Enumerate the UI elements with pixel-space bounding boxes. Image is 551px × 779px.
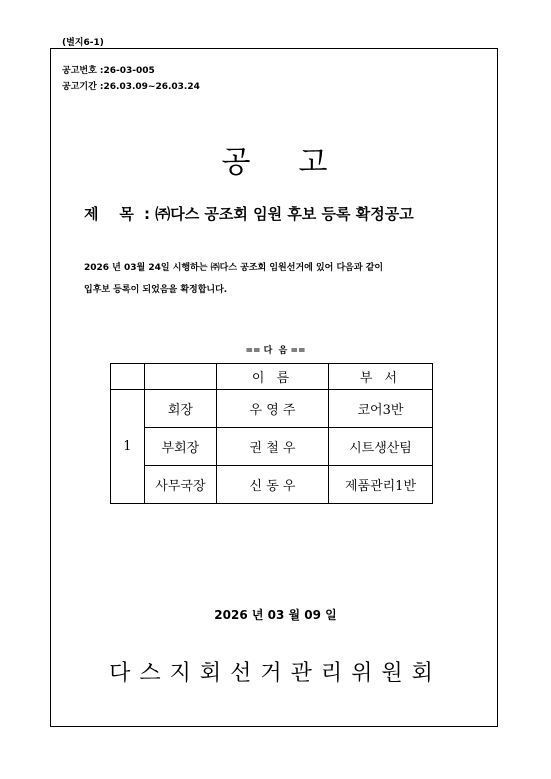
body-text-line-1: 2026 년 03월 24일 시행하는 ㈜다스 공조회 임원선거에 있어 다음과 같이 <box>84 263 384 273</box>
dept-cell: 코어3반 <box>328 390 432 428</box>
subject-text: : ㈜다스 공조회 임원 후보 등록 확정공고 <box>144 205 414 223</box>
header-cell-role <box>144 364 216 390</box>
table-row <box>111 390 433 428</box>
notice-date: 2026 년 03 월 09 일 <box>214 608 337 622</box>
follow-heading: == 다 음 == <box>245 346 306 356</box>
name-cell: 권 철 우 <box>217 428 329 466</box>
header-cell-number <box>111 364 145 390</box>
table-header-row <box>111 364 433 390</box>
notice-period: 공고기간 :26.03.09~26.03.24 <box>62 82 200 92</box>
dept-cell: 시트생산팀 <box>328 428 432 466</box>
table-row <box>111 428 433 466</box>
body-text-line-2: 입후보 등록이 되었음을 확정합니다. <box>84 285 228 295</box>
notice-number: 공고번호 :26-03-005 <box>62 66 155 76</box>
subject-line <box>84 203 414 224</box>
form-label: (별지6-1) <box>62 38 104 48</box>
candidate-table <box>110 363 433 504</box>
name-cell: 신 동 우 <box>217 466 329 504</box>
role-cell: 사무국장 <box>144 466 216 504</box>
group-number-cell: 1 <box>111 390 145 504</box>
role-cell: 부회장 <box>144 428 216 466</box>
role-cell: 회장 <box>144 390 216 428</box>
dept-cell: 제품관리1반 <box>328 466 432 504</box>
header-cell-name: 이 름 <box>217 364 329 390</box>
table-row <box>111 466 433 504</box>
page-title: 공 고 <box>221 145 330 180</box>
issuing-committee: 다스지회선거관리위원회 <box>109 661 442 686</box>
subject-label: 제 목 <box>84 205 134 223</box>
header-cell-dept: 부 서 <box>328 364 432 390</box>
name-cell: 우 영 주 <box>217 390 329 428</box>
